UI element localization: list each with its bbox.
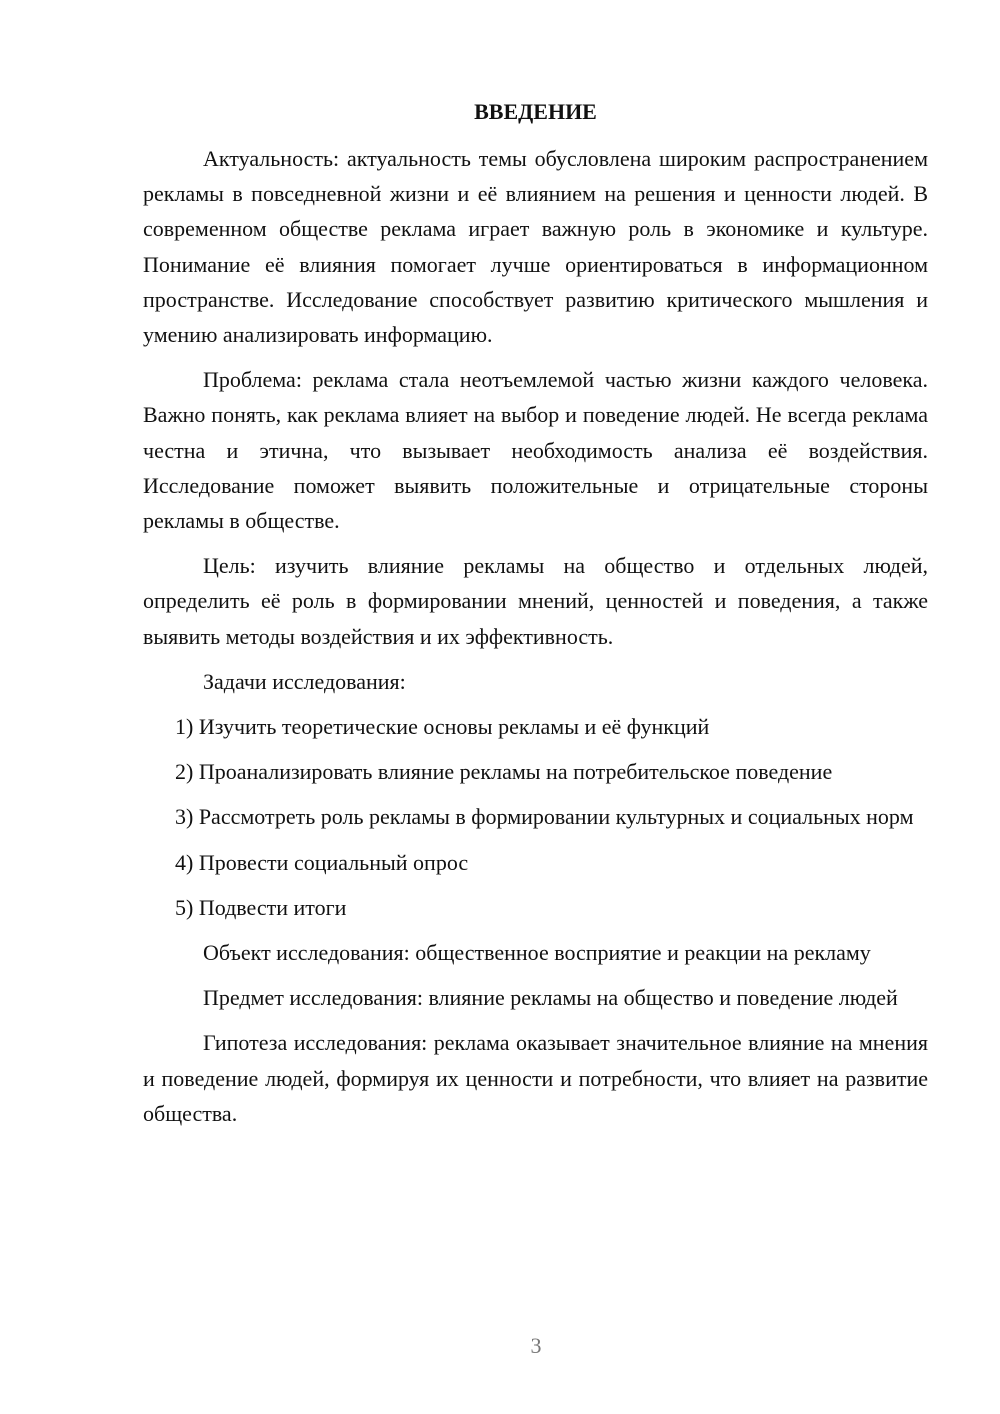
- paragraph-problem: Проблема: реклама стала неотъемлемой частью жизни каждого человека. Важно понять, как реклама влияет на выбор и поведение людей. Не всегда реклама честна и этична, что вызывает необходимость анализа её воздействия. Исследование поможет выявить положительные и отрицательные стороны рекламы в обществе.: [143, 367, 928, 534]
- paragraph-subject: Предмет исследования: влияние рекламы на общество и поведение людей: [203, 985, 898, 1011]
- paragraph-object: Объект исследования: общественное восприятие и реакции на рекламу: [203, 940, 871, 966]
- task-item-4: 4) Провести социальный опрос: [175, 849, 469, 875]
- task-item-2: 2) Проанализировать влияние рекламы на потребительское поведение: [175, 759, 833, 785]
- task-item-5: 5) Подвести итоги: [175, 894, 347, 920]
- tasks-heading: Задачи исследования:: [203, 668, 406, 694]
- task-item-3: 3) Рассмотреть роль рекламы в формировании культурных и социальных норм: [175, 804, 914, 830]
- paragraph-relevance: Актуальность: актуальность темы обусловлена широким распространением рекламы в повседневной жизни и её влиянием на решения и ценности людей. В современном обществе реклама играет важную роль в экономике и культуре. Понимание её влияния помогает лучше ориентироваться в информационном пространстве. Исследование способствует развитию критического мышления и умению анализировать информацию.: [143, 146, 928, 348]
- task-item-1: 1) Изучить теоретические основы рекламы и её функций: [175, 714, 710, 740]
- page-content: [143, 94, 928, 1141]
- page-number: 3: [530, 1333, 542, 1358]
- section-title: ВВЕДЕНИЕ: [474, 99, 597, 124]
- paragraph-hypothesis: Гипотеза исследования: реклама оказывает значительное влияние на мнения и поведение людей, формируя их ценности и потребности, что влияет на развитие общества.: [143, 1030, 928, 1126]
- paragraph-goal: Цель: изучить влияние рекламы на общество и отдельных людей, определить её роль в формировании мнений, ценностей и поведения, а также выявить методы воздействия и их эффективность.: [143, 553, 928, 649]
